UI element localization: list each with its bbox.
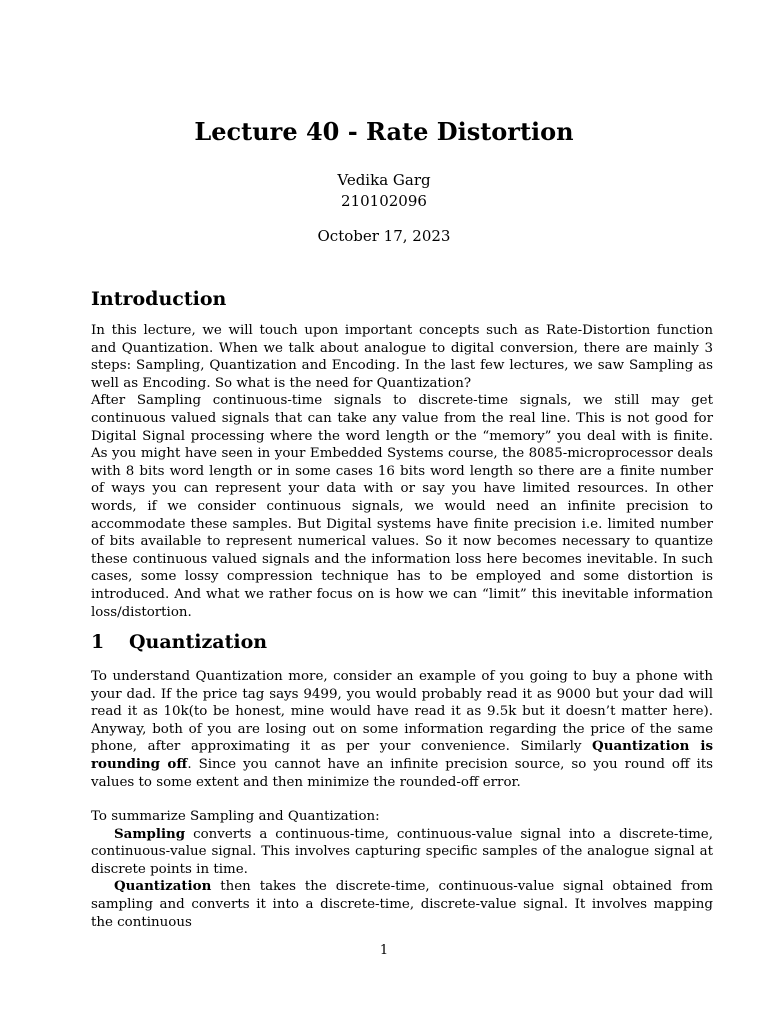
section-1-heading (91, 629, 267, 655)
quantization-summary-paragraph (91, 878, 713, 931)
summary-body (91, 808, 713, 931)
sampling-text: converts a continuous-time, continuous-value signal into a discrete-time, continuous-value signal. This involves capturing specific samples of the analogue signal at discrete points in time. (91, 826, 713, 877)
quantization-paragraph (91, 668, 713, 791)
quantization-emphasis: Quantization is rounding off (91, 738, 713, 772)
introduction-paragraph-1: In this lecture, we will touch upon important concepts such as Rate-Distortion function and Quantization. When we talk about analogue to digital conversion, there are mainly 3 steps: Sampling, Quantization and Encoding. In the last few lectures, we saw Sampling as well as Encoding. So what is the need for Quantization? (91, 323, 713, 391)
document-date: October 17, 2023 (317, 227, 451, 245)
quantization-term: Quantization (114, 878, 212, 895)
author-name: Vedika Garg (337, 171, 431, 189)
introduction-body (91, 322, 713, 621)
sampling-paragraph (91, 826, 713, 879)
introduction-paragraph-2: After Sampling continuous-time signals to discrete-time signals, we still may get continuous valued signals that can take any value from the real line. This is not good for Digital Signal processing where the word length or the “memory” you deal with is finite. As you might have seen in your Embedded Systems course, the 8085-microprocessor deals with 8 bits word length or in some cases 16 bits word length so there are a finite number of ways you can represent your data with or say you have limited resources. In other words, if we consider continuous signals, we would need an infinite precision to accommodate these samples. But Digital systems have finite precision i.e. limited number of bits available to represent numerical values. So it now becomes necessary to quantize these continuous valued signals and the information loss here becomes inevitable. In such cases, some lossy compression technique has to be employed and some distortion is introduced. And what we rather focus on is how we can “limit” this inevitable information loss/distortion. (91, 393, 713, 620)
roll-number: 210102096 (341, 192, 427, 210)
section-1-title: Quantization (129, 631, 268, 653)
section-1-number: 1 (91, 631, 105, 653)
summary-intro: To summarize Sampling and Quantization: (91, 809, 380, 824)
author-block (0, 170, 768, 212)
page-number: 1 (379, 943, 389, 958)
introduction-heading: Introduction (91, 288, 227, 310)
quantization-text-before: To understand Quantization more, consider an example of you going to buy a phone with your dad. If the price tag says 9499, you would probably read it as 9000 but your dad will read it as 10k(to be honest, mine would have read it as 9.5k but it doesn’t matter here). Anyway, both of you are losing out on some information regarding the price of the same phone, after approximating it as per your convenience. Similarly (91, 669, 713, 755)
document-title: Lecture 40 - Rate Distortion (194, 117, 574, 146)
section-1-body (91, 668, 713, 791)
sampling-term: Sampling (114, 825, 186, 842)
quantization-text-after: . Since you cannot have an infinite precision source, so you round off its values to some extent and then minimize the rounded-off error. (91, 756, 714, 790)
quantization-summary-text: then takes the discrete-time, continuous-value signal obtained from sampling and converts it into a discrete-time, discrete-value signal. It involves mapping the continuous (91, 879, 713, 930)
